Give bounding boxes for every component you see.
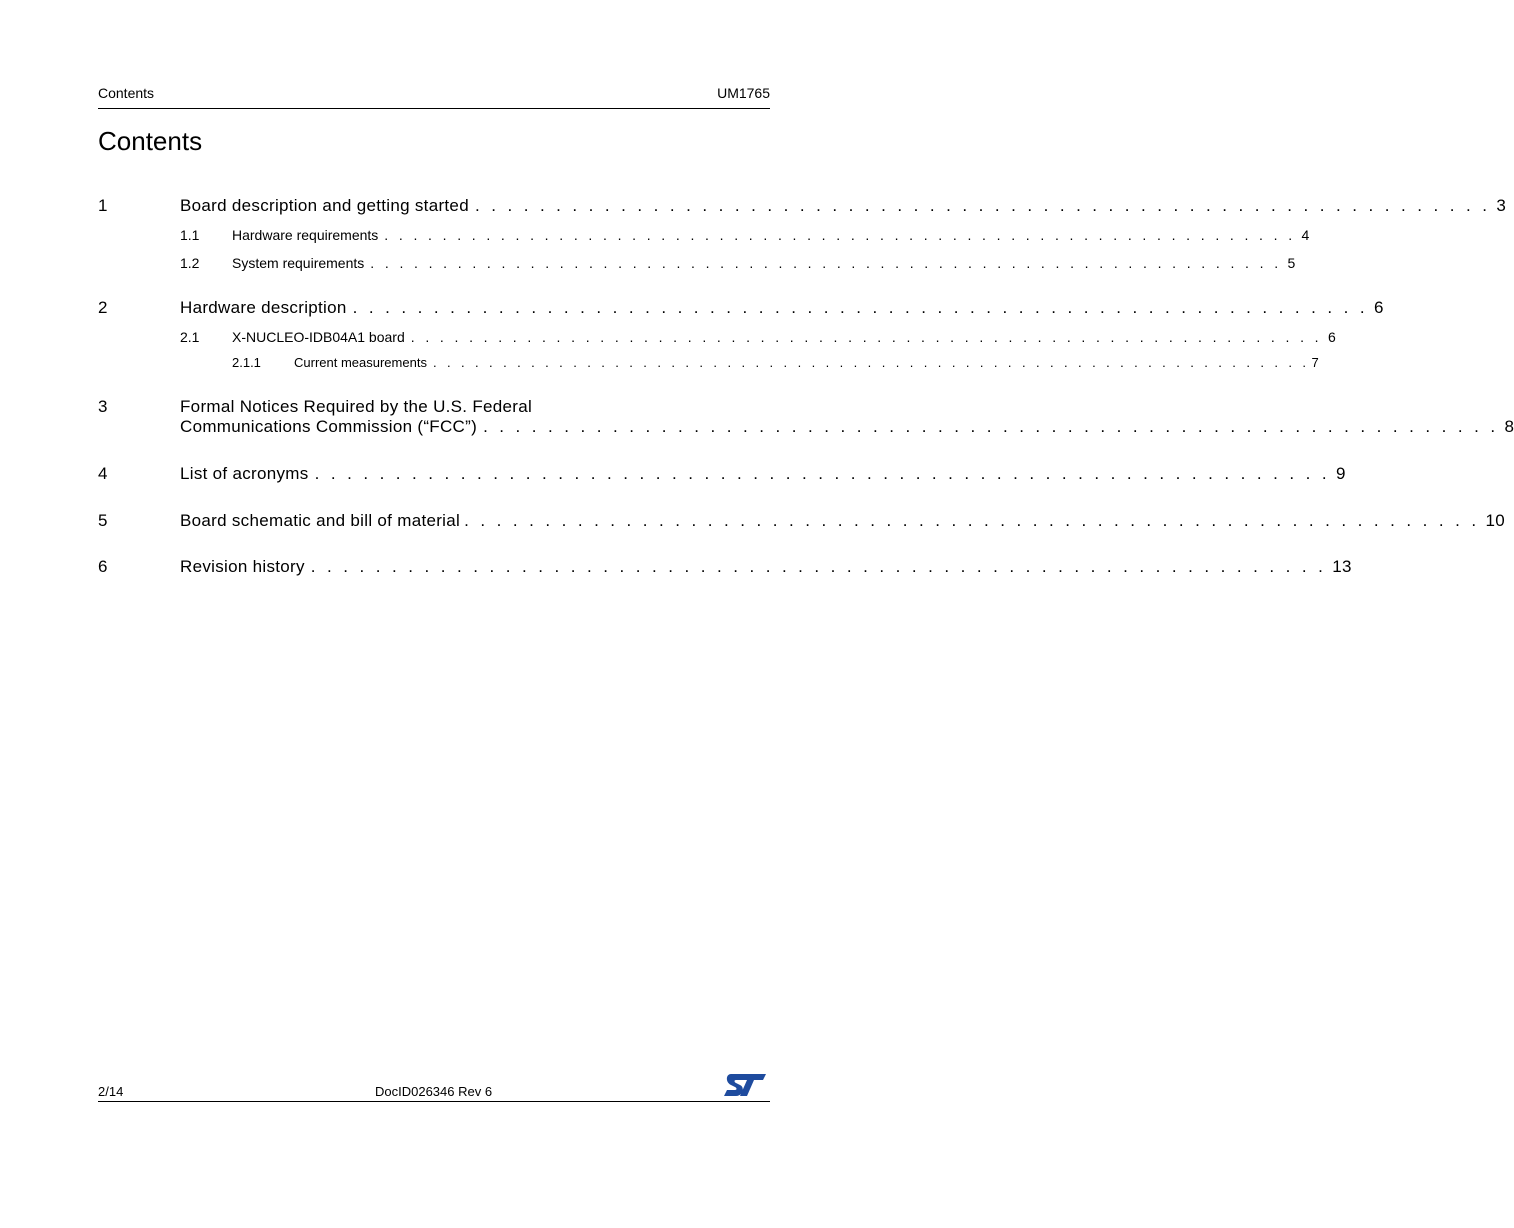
toc-number: 1.2 xyxy=(180,255,200,271)
toc-text: Hardware requirements xyxy=(232,227,379,243)
toc-number: 2.1.1 xyxy=(232,355,261,370)
footer-doc-id: DocID026346 Rev 6 xyxy=(375,1084,493,1099)
toc-text-line-1: Formal Notices Required by the U.S. Federal xyxy=(180,397,533,416)
toc-leader: . . . . . . . . . . . . . . . . . . . . . . . . . . . . . . . . . . . . . . . . . . . . . . . . . . . . . . . . . . . . . . . xyxy=(483,417,1499,436)
header-rule xyxy=(98,108,770,109)
toc-page-number: 5 xyxy=(1287,255,1296,271)
toc-number: 2.1 xyxy=(180,329,200,345)
toc-text: Current measurements xyxy=(294,355,427,370)
toc-leader: . . . . . . . . . . . . . . . . . . . . . . . . . . . . . . . . . . . . . . . . . . . . . . . . . . . . . . . . . . . . . . . xyxy=(314,464,1330,483)
st-logo-icon xyxy=(722,1072,768,1098)
toc-text: Communications Commission (“FCC”) xyxy=(180,417,478,436)
footer-rule xyxy=(98,1101,770,1102)
footer-page-number: 2/14 xyxy=(98,1084,124,1099)
toc-page-number: 8 xyxy=(1504,417,1514,436)
toc-leader: . . . . . . . . . . . . . . . . . . . . . . . . . . . . . . . . . . . . . . . . . . . . . . . . . . . . . . . . . . . . . . . xyxy=(410,329,1322,345)
running-header-section: Contents xyxy=(98,85,155,101)
toc-number: 4 xyxy=(98,464,108,483)
toc-page-number: 10 xyxy=(1485,511,1506,530)
toc-text: Hardware description xyxy=(180,298,347,317)
toc-leader: . . . . . . . . . . . . . . . . . . . . . . . . . . . . . . . . . . . . . . . . . . . . . . . . . . . . . . . . . . . . . . . xyxy=(464,511,1480,530)
toc-text: Revision history xyxy=(180,557,305,576)
running-header-doc-code: UM1765 xyxy=(717,85,770,101)
toc-page-number: 6 xyxy=(1327,329,1336,345)
toc-leader: . . . . . . . . . . . . . . . . . . . . . . . . . . . . . . . . . . . . . . . . . . . . . . . . . . . . . . . . . . . . . . . xyxy=(384,227,1296,243)
toc-text: Board description and getting started xyxy=(180,196,469,215)
page-title: Contents xyxy=(98,126,203,156)
toc-text: List of acronyms xyxy=(180,464,309,483)
toc-number: 5 xyxy=(98,511,108,530)
toc-page-number: 7 xyxy=(1311,355,1319,370)
toc-page-number: 6 xyxy=(1374,298,1384,317)
toc-leader: . . . . . . . . . . . . . . . . . . . . . . . . . . . . . . . . . . . . . . . . . . . . . . . . . . . . . . . . . . . . . . . xyxy=(310,557,1327,576)
toc-leader: . . . . . . . . . . . . . . . . . . . . . . . . . . . . . . . . . . . . . . . . . . . . . . . . . . . . . . . . . . . . . . . xyxy=(370,255,1282,271)
toc-text: Board schematic and bill of material xyxy=(180,511,461,530)
toc-leader: . . . . . . . . . . . . . . . . . . . . . . . . . . . . . . . . . . . . . . . . . . . . . . . . . . . . . . . . . . . . . . . xyxy=(432,355,1310,370)
toc-number: 2 xyxy=(98,298,108,317)
toc-text: X-NUCLEO-IDB04A1 board xyxy=(232,329,405,345)
toc-page-number: 3 xyxy=(1496,196,1507,215)
toc-page-number: 4 xyxy=(1301,227,1310,243)
toc-leader: . . . . . . . . . . . . . . . . . . . . . . . . . . . . . . . . . . . . . . . . . . . . . . . . . . . . . . . . . . . . . . . xyxy=(474,196,1491,215)
toc-number: 1 xyxy=(98,196,108,215)
toc-number: 6 xyxy=(98,557,108,576)
toc-text: System requirements xyxy=(232,255,365,271)
toc-page-number: 13 xyxy=(1332,557,1352,576)
toc-number: 1.1 xyxy=(180,227,200,243)
toc-page-number: 9 xyxy=(1335,464,1346,483)
toc-leader: . . . . . . . . . . . . . . . . . . . . . . . . . . . . . . . . . . . . . . . . . . . . . . . . . . . . . . . . . . . . . . . xyxy=(352,298,1369,317)
toc-number: 3 xyxy=(98,397,108,416)
